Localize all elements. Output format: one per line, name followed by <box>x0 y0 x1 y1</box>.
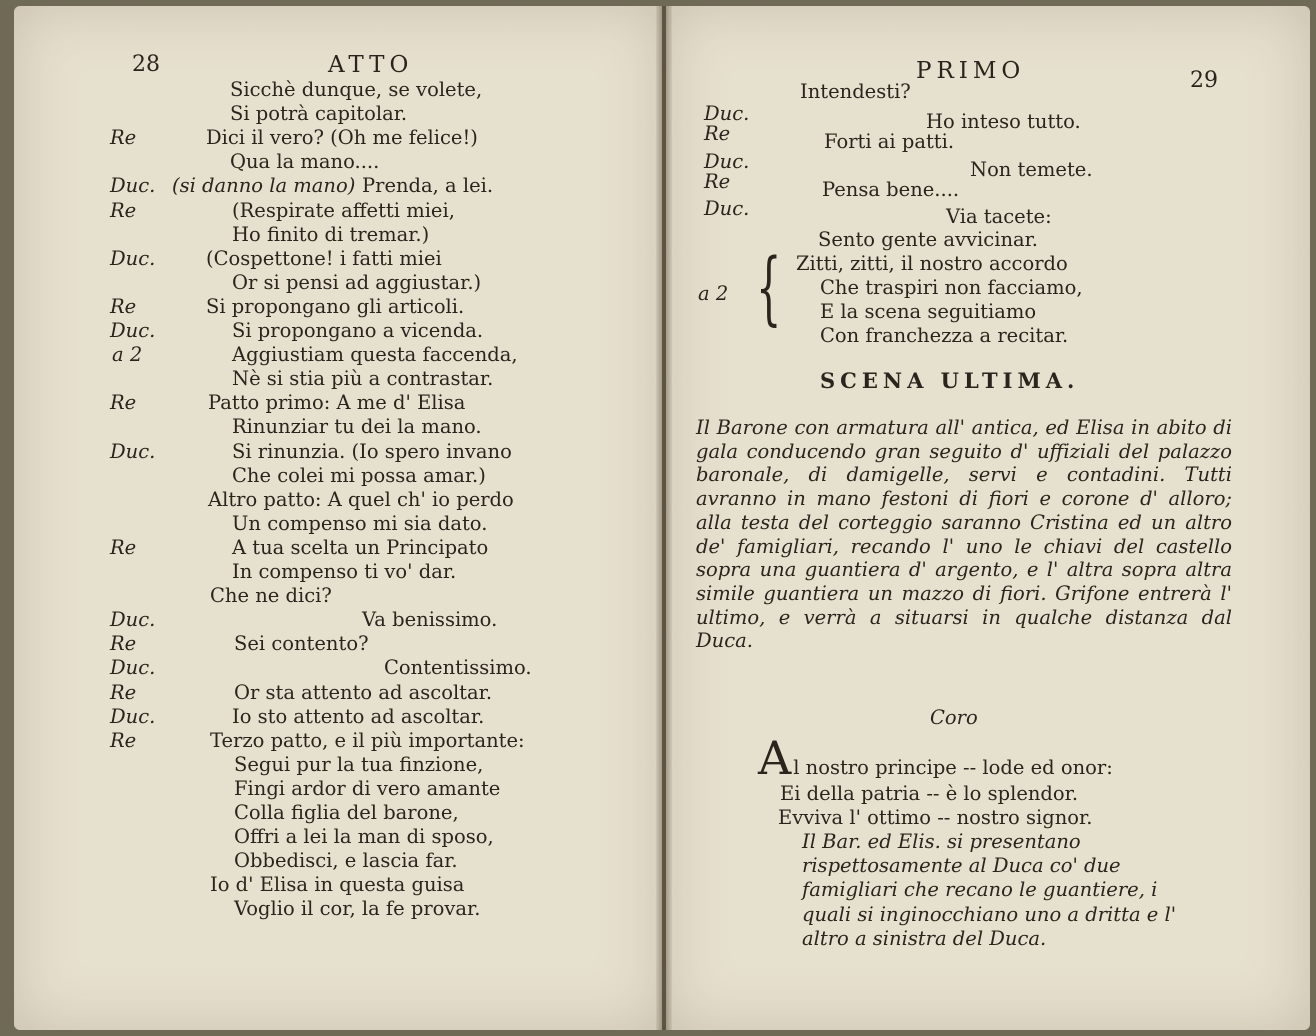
coro-label: Coro <box>930 706 978 729</box>
speaker-label: Duc. <box>704 150 750 173</box>
verse-line: Offri a lei la man di sposo, <box>234 825 494 848</box>
scene-title: SCENA ULTIMA. <box>820 368 1080 393</box>
speaker-label: Re <box>110 729 137 752</box>
book-gutter <box>656 6 672 1030</box>
verse-line: Nè si stia più a contrastar. <box>232 367 494 390</box>
verse-line: Prenda, a lei. <box>362 174 494 197</box>
dialogue-line: Pensa bene.... <box>822 178 960 201</box>
speaker-label: Re <box>704 122 731 145</box>
verse-line: Si propongano a vicenda. <box>232 319 484 342</box>
verse-line: A tua scelta un Principato <box>232 536 489 559</box>
verse-line: Patto primo: A me d' Elisa <box>208 391 466 414</box>
verse-line: Voglio il cor, la fe provar. <box>234 897 481 920</box>
verse-line: Or si pensi ad aggiustar.) <box>232 271 482 294</box>
a2-line: Con franchezza a recitar. <box>820 324 1069 347</box>
dialogue-line: Ho inteso tutto. <box>926 110 1081 133</box>
chorus-line: l nostro principe -- lode ed onor: <box>793 756 1113 779</box>
verse-line: Segui pur la tua finzione, <box>234 753 484 776</box>
verse-line: Io sto attento ad ascoltar. <box>232 705 485 728</box>
speaker-label: Duc. <box>704 197 750 220</box>
speaker-label: a 2 <box>112 343 143 366</box>
speaker-label: Duc. <box>110 174 156 197</box>
left-page-number: 28 <box>132 52 160 77</box>
verse-line: Altro patto: A quel ch' io perdo <box>208 488 514 511</box>
verse-line: Un compenso mi sia dato. <box>232 512 488 535</box>
verse-line: Qua la mano.... <box>230 150 380 173</box>
verse-line: Or sta attento ad ascoltar. <box>234 681 493 704</box>
speaker-label: Duc. <box>110 705 156 728</box>
stage-note: (si danno la mano) <box>172 174 356 197</box>
verse-line: (Respirate affetti miei, <box>232 199 455 222</box>
speaker-label: Re <box>110 199 137 222</box>
verse-line: Dici il vero? (Oh me felice!) <box>206 126 478 149</box>
verse-line: Che colei mi possa amar.) <box>232 464 486 487</box>
speaker-label: Re <box>110 681 137 704</box>
verse-line: Si rinunzia. (Io spero invano <box>232 440 512 463</box>
chorus-line: Evviva l' ottimo -- nostro signor. <box>778 806 1093 829</box>
verse-line: Va benissimo. <box>362 608 498 631</box>
left-running-head: ATTO <box>328 52 414 78</box>
verse-line: Si potrà capitolar. <box>230 102 408 125</box>
a2-line: E la scena seguitiamo <box>820 300 1037 323</box>
verse-line: Fingi ardor di vero amante <box>234 777 501 800</box>
speaker-label: Duc. <box>110 656 156 679</box>
verse-line: Sicchè dunque, se volete, <box>230 78 483 101</box>
verse-line: Ho finito di tremar.) <box>232 223 430 246</box>
chorus-dropcap: A <box>758 731 792 785</box>
verse-line: Obbedisci, e lascia far. <box>234 849 458 872</box>
stage-direction: Il Barone con armatura all' antica, ed Elisa in abito di gala conducendo gran seguito d' uffiziali del palazzo baronale, di damigelle, servi e contadini. Tutti avranno in mano festoni di fiori e corone d' alloro; alla testa del corteggio saranno Cristina ed un altro de' famigliari, recando l' uno le chiavi del castello sopra una guantiera d' argento, e l' altra sopra altra simile guantiera un mazzo di fiori. Grifone entrerà l' ultimo, e verrà a situarsi in qualche distanza dal Duca. <box>696 416 1232 653</box>
verse-line: Sei contento? <box>234 632 369 655</box>
verse-line: Che ne dici? <box>210 584 332 607</box>
final-stage-direction: Il Bar. ed Elis. si presentano rispettosamente al Duca co' due famigliari che recano le guantiere, i quali si inginocchiano uno a dritta e l' altro a sinistra del Duca. <box>802 830 1177 950</box>
speaker-label: Re <box>110 632 137 655</box>
verse-line: In compenso ti vo' dar. <box>232 560 457 583</box>
verse-line: Colla figlia del barone, <box>234 801 459 824</box>
a2-speaker-label: a 2 <box>698 282 729 305</box>
right-running-head: PRIMO <box>916 58 1026 84</box>
speaker-label: Duc. <box>704 102 750 125</box>
dialogue-line: Forti ai patti. <box>824 130 955 153</box>
verse-line: Si propongano gli articoli. <box>206 295 465 318</box>
dialogue-line: Intendesti? <box>800 80 911 103</box>
a2-brace: { <box>756 241 782 334</box>
chorus-block <box>758 731 1198 785</box>
speaker-label: Duc. <box>110 608 156 631</box>
speaker-label: Duc. <box>110 319 156 342</box>
speaker-label: Duc. <box>110 440 156 463</box>
verse-line: Io d' Elisa in questa guisa <box>210 873 465 896</box>
verse-line: Contentissimo. <box>384 656 532 679</box>
chorus-line: Ei della patria -- è lo splendor. <box>780 782 1079 805</box>
verse-line: Rinunziar tu dei la mano. <box>232 415 482 438</box>
verse-line: Terzo patto, e il più importante: <box>210 729 525 752</box>
dialogue-line: Sento gente avvicinar. <box>818 228 1039 251</box>
a2-line: Zitti, zitti, il nostro accordo <box>796 252 1068 275</box>
right-page-number: 29 <box>1190 68 1218 93</box>
dialogue-line: Non temete. <box>970 158 1093 181</box>
speaker-label: Re <box>110 391 137 414</box>
speaker-label: Re <box>704 170 731 193</box>
speaker-label: Re <box>110 295 137 318</box>
dialogue-line: Via tacete: <box>946 205 1052 228</box>
a2-line: Che traspiri non facciamo, <box>820 276 1083 299</box>
verse-line: (Cospettone! i fatti miei <box>206 247 442 270</box>
speaker-label: Duc. <box>110 247 156 270</box>
speaker-label: Re <box>110 126 137 149</box>
speaker-label: Re <box>110 536 137 559</box>
verse-line: Aggiustiam questa faccenda, <box>232 343 518 366</box>
